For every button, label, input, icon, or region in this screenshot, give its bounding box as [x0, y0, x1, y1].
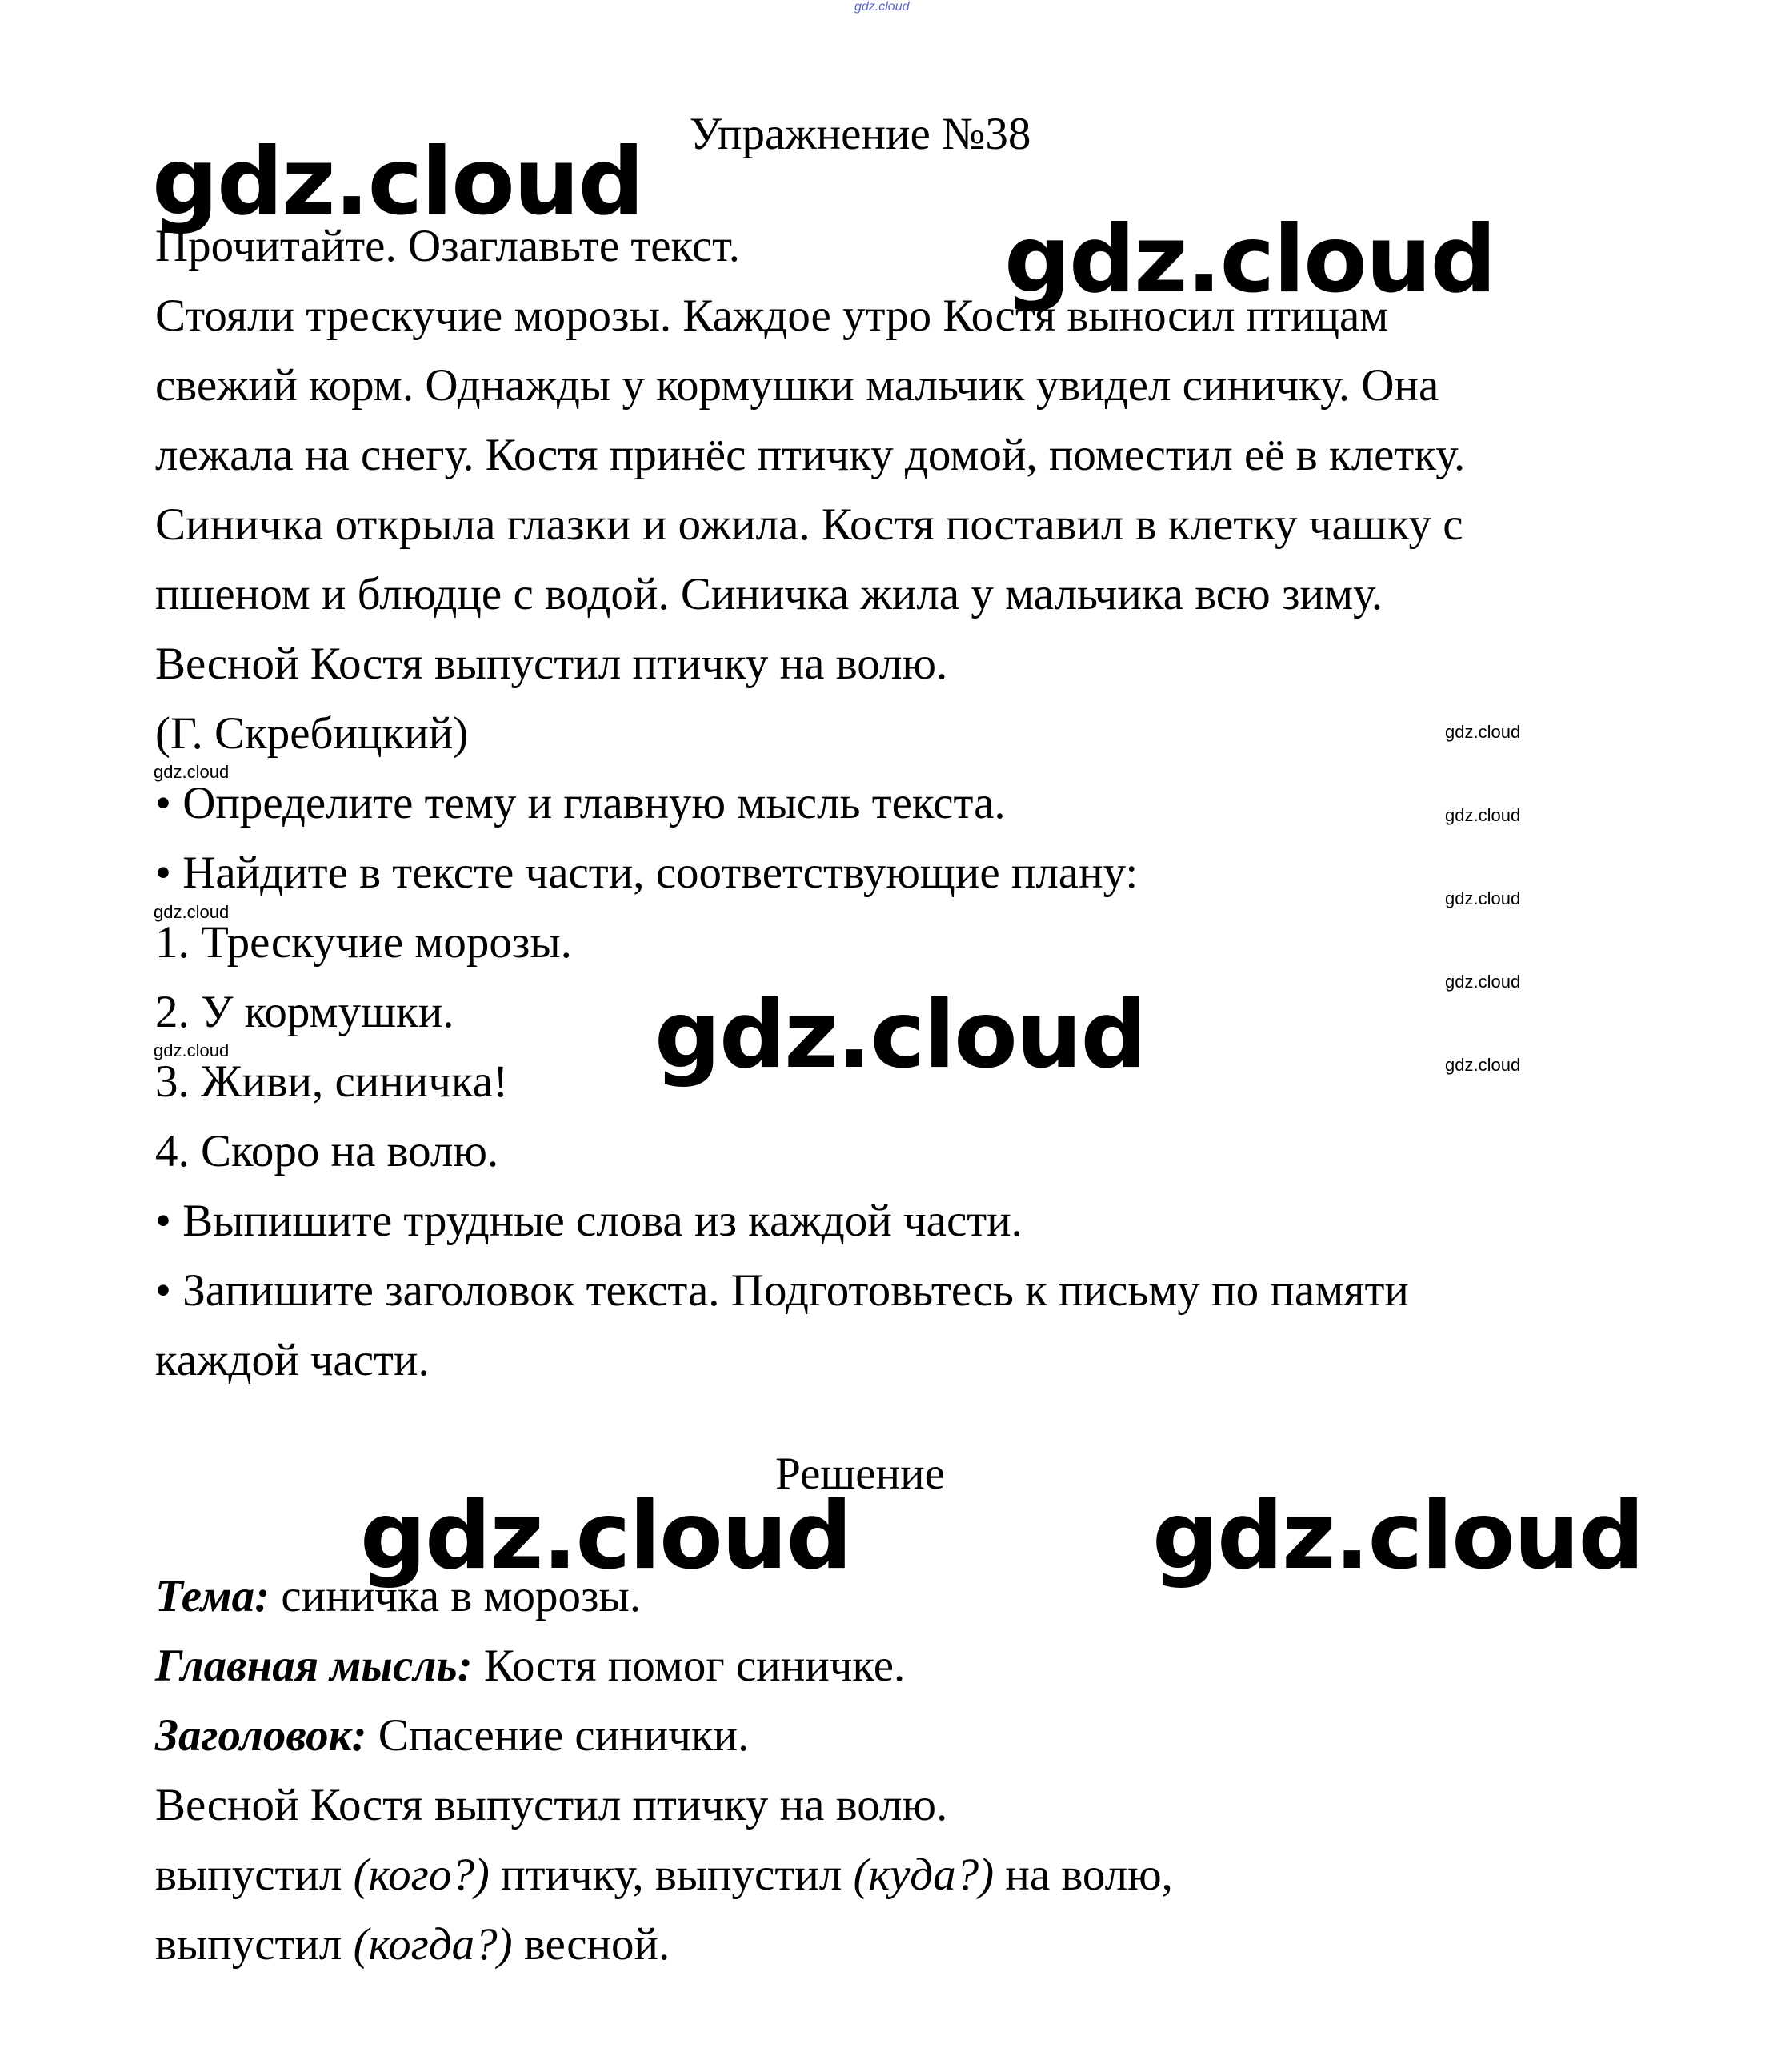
solution-analysis-row-1 — [155, 1843, 1173, 1907]
theme-label: Тема: — [155, 1571, 270, 1621]
theme-text: синичка в морозы. — [270, 1571, 642, 1621]
watermark-large: gdz.cloud — [654, 981, 1146, 1089]
analysis-question: (когда?) — [353, 1919, 513, 1970]
exercise-line: • Определите тему и главную мысль текста. — [155, 778, 1006, 828]
watermark-top: gdz.cloud — [854, 0, 910, 14]
watermark-small: gdz.cloud — [154, 1040, 230, 1060]
exercise-line: 3. Живи, синичка! — [155, 1056, 509, 1107]
watermark-small: gdz.cloud — [1445, 1055, 1521, 1075]
analysis-text: весной. — [512, 1919, 670, 1970]
watermark-large: gdz.cloud — [152, 128, 643, 236]
watermark-small: gdz.cloud — [1445, 888, 1521, 908]
exercise-line: 1. Трескучие морозы. — [155, 917, 572, 968]
exercise-line: свежий корм. Однажды у кормушки мальчик увидел синичку. Она — [155, 360, 1439, 411]
analysis-text: выпустил — [155, 1919, 354, 1970]
solution-title — [155, 1704, 749, 1768]
watermark-small: gdz.cloud — [1445, 722, 1521, 742]
exercise-line: (Г. Скребицкий) — [155, 708, 469, 759]
watermark-large: gdz.cloud — [1152, 1482, 1643, 1590]
exercise-line: каждой части. — [155, 1335, 430, 1385]
exercise-line: Прочитайте. Озаглавьте текст. — [155, 221, 741, 271]
exercise-line: Синичка открыла глазки и ожила. Костя поставил в клетку чашку с — [155, 499, 1463, 550]
watermark-large: gdz.cloud — [360, 1482, 851, 1590]
solution-heading: Решение — [775, 1449, 945, 1499]
idea-text: Костя помог синичке. — [472, 1641, 906, 1691]
watermark-small: gdz.cloud — [1445, 972, 1521, 992]
analysis-question: (кого?) — [353, 1850, 490, 1900]
exercise-title: Упражнение №38 — [689, 109, 1031, 159]
exercise-line: • Найдите в тексте части, соответствующие плану: — [155, 848, 1139, 898]
exercise-line: • Выпишите трудные слова из каждой части. — [155, 1196, 1023, 1246]
solution-sentence: Весной Костя выпустил птичку на волю. — [155, 1780, 948, 1830]
title-label: Заголовок: — [155, 1710, 367, 1761]
watermark-small: gdz.cloud — [1445, 805, 1521, 825]
exercise-line: пшеном и блюдце с водой. Синичка жила у мальчика всю зиму. — [155, 569, 1383, 619]
analysis-text: на волю, — [994, 1850, 1173, 1900]
analysis-question: (куда?) — [853, 1850, 995, 1900]
exercise-line: Весной Костя выпустил птичку на волю. — [155, 639, 948, 689]
watermark-small: gdz.cloud — [154, 902, 230, 922]
exercise-line: • Запишите заголовок текста. Подготовьтесь к письму по памяти — [155, 1265, 1409, 1316]
exercise-line: 4. Скоро на волю. — [155, 1126, 499, 1176]
exercise-line: лежала на снегу. Костя принёс птичку домой, поместил её в клетку. — [155, 430, 1466, 480]
solution-idea — [155, 1634, 905, 1698]
solution-analysis-row-2 — [155, 1913, 670, 1977]
watermark-large: gdz.cloud — [1004, 206, 1495, 314]
exercise-line: Стояли трескучие морозы. Каждое утро Костя выносил птицам — [155, 291, 1389, 341]
analysis-text: птичку, выпустил — [489, 1850, 854, 1900]
exercise-line: 2. У кормушки. — [155, 987, 454, 1037]
analysis-text: выпустил — [155, 1850, 354, 1900]
watermark-small: gdz.cloud — [154, 762, 230, 782]
title-text: Спасение синички. — [366, 1710, 750, 1761]
idea-label: Главная мысль: — [155, 1641, 473, 1691]
